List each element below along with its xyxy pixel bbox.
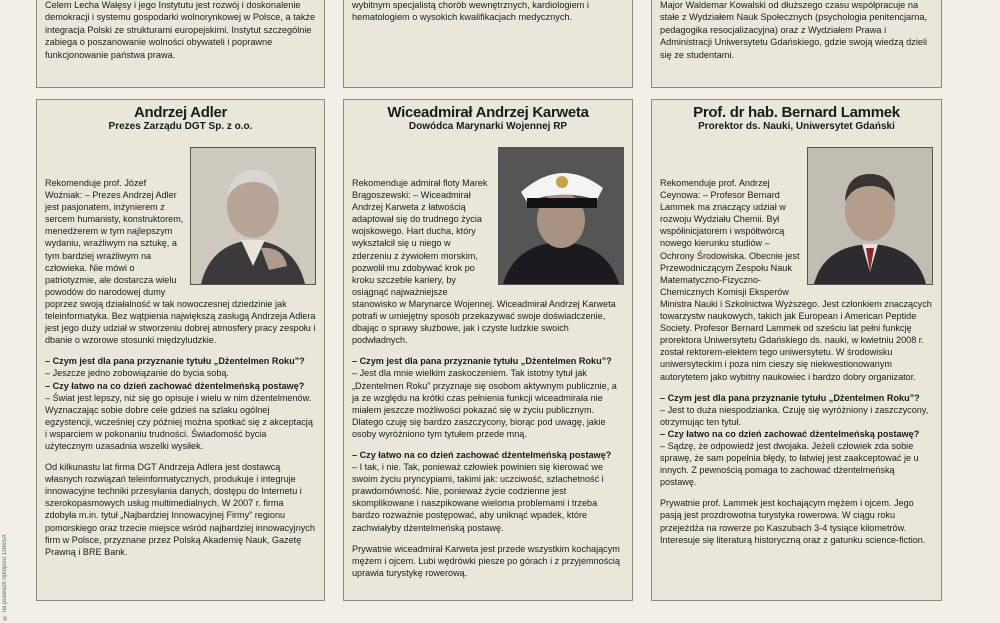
paragraph-recommendation: Rekomenduje admirał floty Marek Brągoszewski: – Wiceadmirał Andrzej Karweta z łatwością adaptował się do trudnego życia wojskowego. Hart ducha, który wykształcił się u niego w zderzeniu z żywiołem morskim, pozwolił mu zdobywać krok po kroku szczeble kariery, by osiągnąć najważniejsze stanowisko w Marynarce Wojennej. Wiceadmirał Andrzej Karweta potrafi w umiejętny sposób przekazywać swoje doświadczenie, dbając o sprawy służbowe, jak i czyste ludzkie swoich podwładnych. — [352, 178, 616, 346]
profile-name: Wiceadmirał Andrzej Karweta — [387, 104, 589, 121]
profile-body — [45, 177, 316, 558]
profile-role: Dowódca Marynarki Wojennej RP — [408, 121, 568, 132]
paragraph-bio: Prywatnie prof. Lammek jest kochającym mężem i ojcem. Jego pasją jest prozdrowotna turystyka rowerowa. W ciągu roku przejeżdża na rowerze po Kaszubach 3-4 tysiące kilometrów. Interesuje się literaturą historyczną oraz z gatunku science-fiction. — [660, 498, 926, 545]
profile-body — [352, 177, 624, 579]
profile-card-adler — [36, 99, 325, 601]
answer-2: – I tak, i nie. Tak, ponieważ człowiek powinien się kierować we swoim życiu pryncypiami, takimi jak: uczciwość, szlachetność i prawdomówność. Nie, ponieważ życie codzienne jest skomplikowane i naszpikowane wieloma problemami i trzeba bardzo rozważnie postępować, aby uniknąć wpadek, które zachwiałyby dżentelmeńską postawę. — [352, 462, 604, 533]
profile-name: Andrzej Adler — [133, 104, 228, 121]
top-text-3: Major Waldemar Kowalski od dłuższego czasu współpracuje na stałe z Wydziałem Nauk Społecznych (psychologia penitencjarna, pedagogika resocjalizacyjna) oraz z Wydziałem Prawa i Administracji Uniwersytetu Gdańskiego, gdzie swoją wiedzą dzieli się ze studentami. — [660, 0, 928, 60]
paragraph-recommendation: Rekomenduje prof. Józef Woźniak: – Prezes Andrzej Adler jest pasjonatem, inżynierem z sercem humanisty, konstruktorem, menedżerem w tym najlepszym wydaniu, wrażliwym na sztukę, a tym bardziej wrażliwym na człowieka. Nie mówi o patriotyzmie, ale dostarcza wielu powodów do narodowej dumy poprzez swoją działalność w tak nowoczesnej dziedzinie jak teleinformatyka. Bez wątpienia największą zasługą Andrzeja Adlera jest jego duży udział w stworzeniu dobrej atmosfery pracy zespołu i dbanie o wzorowe stosunki międzyludzkie. — [45, 178, 316, 346]
profile-card-karweta — [343, 99, 633, 601]
portrait-icon — [191, 148, 315, 284]
answer-1: – Jest dla mnie wielkim zaskoczeniem. Tak istotny tytuł jak „Dżentelmen Roku” przyznaje się osobom aktywnym publicznie, a ja ze względu na krótki czas pełnienia funkcji wiceadmirała nie miałem jeszcze możliwości pokazać się w życiu publicznym. Dlatego czuję się bardzo zaszczycony, biorąc pod uwagę, jakie osoby wyróżniono tym tytułem przede mną. — [352, 368, 617, 439]
question-2: – Czy łatwo na co dzień zachować dżentelmeńską postawę? — [352, 449, 612, 460]
profile-name: Prof. dr hab. Bernard Lammek — [693, 104, 900, 121]
top-card-1 — [36, 0, 325, 88]
answer-1: – Jest to duża niespodzianka. Czuję się wyróżniony i zaszczycony, otrzymując ten tytuł. — [660, 404, 929, 427]
portrait-photo — [807, 147, 933, 285]
profile-role: Prezes Zarządu DGT Sp. z o.o. — [108, 121, 253, 132]
paragraph-bio: Prywatnie wiceadmirał Karweta jest przede wszystkim kochającym mężem i ojcem. Lubi wędrówki piesze po górach i z przyjemnością uprawia turystykę rowerową. — [352, 543, 620, 578]
profile-body — [660, 177, 933, 546]
question-1: – Czym jest dla pana przyznanie tytułu „Dżentelmen Roku”? — [352, 356, 612, 367]
question-1: – Czym jest dla pana przyznanie tytułu „Dżentelmen Roku”? — [45, 356, 305, 367]
top-card-2 — [343, 0, 633, 88]
question-2: – Czy łatwo na co dzień zachować dżentelmeńską postawę? — [660, 428, 920, 439]
question-2: – Czy łatwo na co dzień zachować dżentelmeńską postawę? — [45, 380, 305, 391]
answer-2: – Świat jest lepszy, niż się go opisuje i wielu w nim dżentelmenów. Wyznaczając sobie dobre cele gdzieś na szlaku ogólnej egzystencji, wcześniej czy później można spotkać się z akceptacją i wsparciem w pokonaniu trudności. Świadomość bycia użytecznym uzasadnia wszelki wysiłek. — [45, 392, 313, 451]
side-note: ® na prawach rękopisu 1166SA — [2, 534, 8, 620]
top-card-3 — [651, 0, 942, 88]
paragraph-recommendation: Rekomenduje prof. Andrzej Ceynowa: – Profesor Bernard Lammek ma znaczący udział w rozwoju Wydziału Chemii. Był współinicjatorem i współtwórcą nowego kierunku studiów – Ochrony Środowiska. Obecnie jest Przewodniczącym Zespołu Nauk Matematyczno-Fizyczno-Chemicznych Komisji Eksperów Ministra Nauki i Szkolnictwa Wyższego. Jest członkiem znaczących towarzystw naukowych, takich jak European i American Peptide Society. Profesor Bernard Lammek od sześciu lat pełni funkcję prorektora Uniwersytetu Gdańskiego ds. nauki, w kwietniu 2008 r. został rektorem-elektem tego uniwersytetu. W środowisku uniwersyteckim i poza nim cieszy się niekwestionowanym autorytetem jako wybitny naukowiec i bardzo dobry organizator. — [660, 178, 932, 382]
portrait-photo — [498, 147, 624, 285]
question-1: – Czym jest dla pana przyznanie tytułu „Dżentelmen Roku”? — [660, 392, 920, 403]
paragraph-bio: Od kilkunastu lat firma DGT Andrzeja Adlera jest dostawcą własnych rozwiązań teleinformatycznych, produkuje i integruje innowacyjne techniki przesyłania danych, dostępu do Internetu i szerokopasmowych usług multimedialnych. W 2007 r. firma zdobyła m.in. tytuł „Najbardziej Innowacyjnej Firmy” regionu pomorskiego oraz trzecie miejsce wśród najbardziej innowacyjnych firm w Polsce, przyznane przez Polską Akademię Nauk, Gazetę Prawną i BRE Bank. — [45, 462, 315, 557]
portrait-icon — [808, 148, 932, 284]
portrait-photo — [190, 147, 316, 285]
portrait-icon — [499, 148, 623, 284]
top-text-2: wybitnym specjalistą chorób wewnętrznych, kardiologiem i hematologiem o wysokich kwalifikacjach medycznych. — [352, 0, 589, 23]
answer-2: – Sądzę, że odpowiedź jest dwojaka. Jeżeli człowiek zda sobie sprawę, że sam popełnia błędy, to łatwiej jest zaakceptować je u innych. Z pewnością pomaga to zachować dżentelmeńską postawę. — [660, 440, 919, 488]
top-text-1: Celem Lecha Wałęsy i jego Instytutu jest rozwój i doskonalenie demokracji i systemu gospodarki wolnorynkowej w Polsce, a także integracja Polski ze strukturami europejskimi. Instytut szczególnie zabiega o poszanowanie wolności obywateli i poprawne funkcjonowanie państwa prawa. — [45, 0, 316, 60]
profile-role: Prorektor ds. Nauki, Uniwersytet Gdański — [698, 121, 895, 132]
profile-card-lammek — [651, 99, 942, 601]
answer-1: – Jeszcze jedno zobowiązanie do bycia sobą. — [45, 368, 230, 379]
